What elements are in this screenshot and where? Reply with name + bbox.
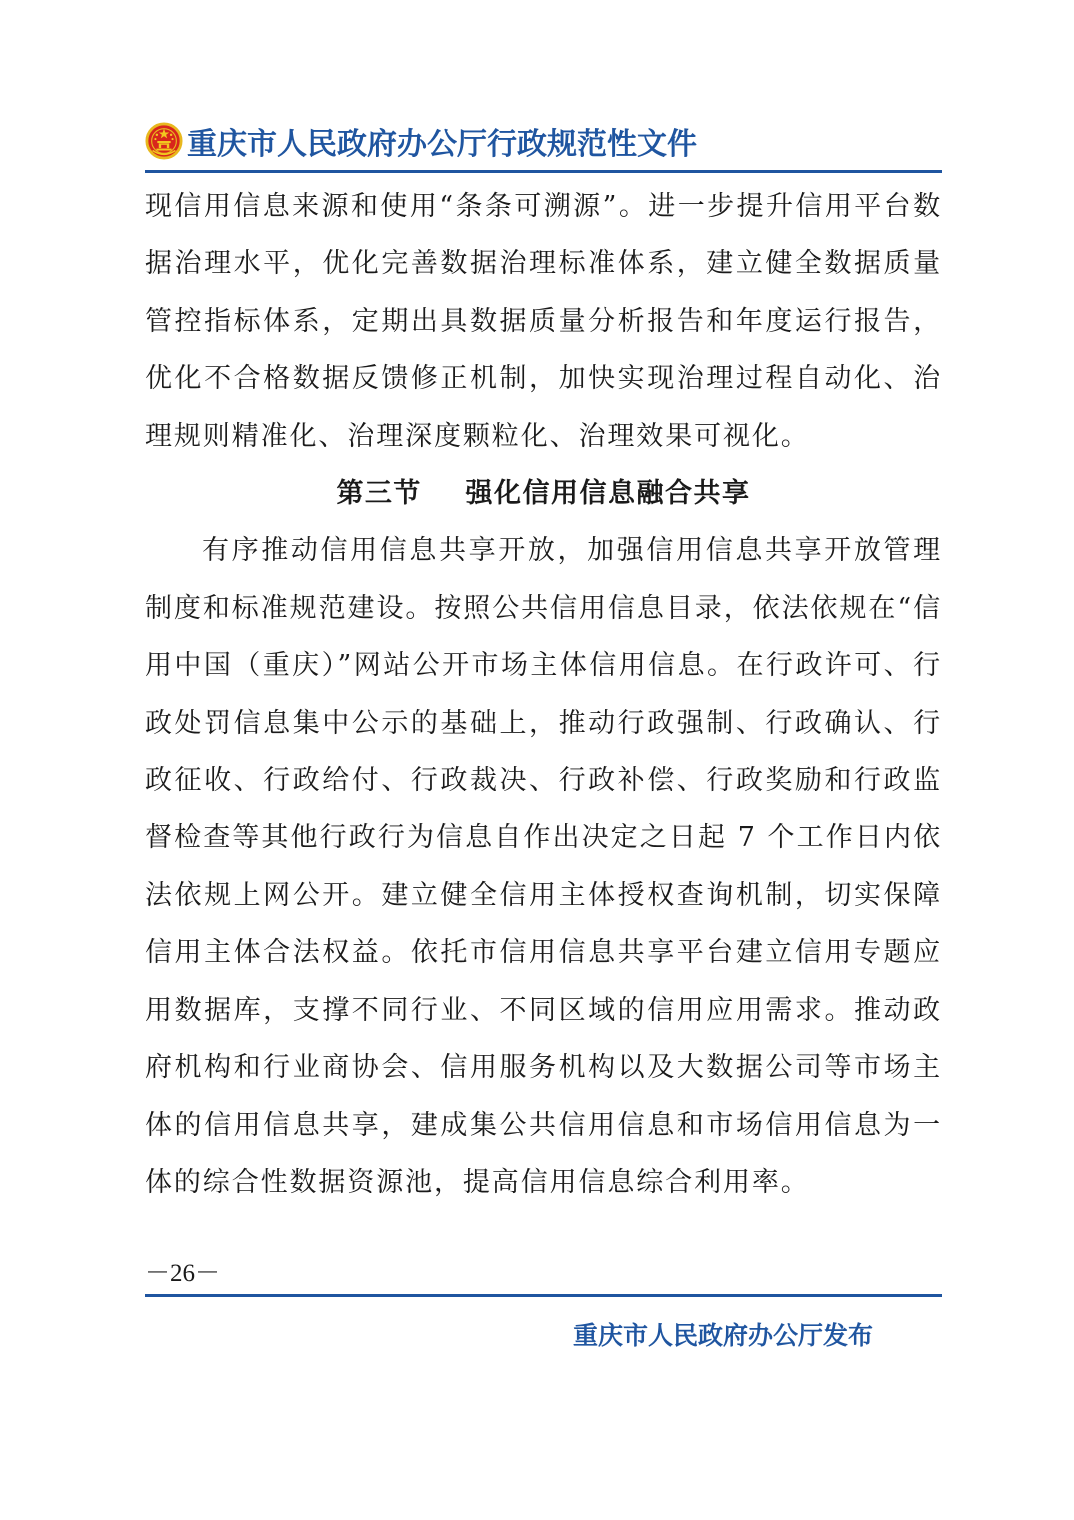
footer-divider — [145, 1294, 942, 1297]
document-body — [145, 178, 942, 1211]
body-paragraph: 有序推动信用信息共享开放，加强信用信息共享开放管理制度和标准规范建设。按照公共信用信息目录，依法依规在“信用中国（重庆）”网站公开市场主体信用信息。在行政许可、行政处罚信息集中公示的基础上，推动行政强制、行政确认、行政征收、行政给付、行政裁决、行政补偿、行政奖励和行政监督检查等其他行政行为信息自作出决定之日起 7 个工作日内依法依规上网公开。建立健全信用主体授权查询机制，切实保障信用主体合法权益。依托市信用信息共享平台建立信用专题应用数据库，支撑不同行业、不同区域的信用应用需求。推动政府机构和行业商协会、信用服务机构以及大数据公司等市场主体的信用信息共享，建成集公共信用信息和市场信用信息为一体的综合性数据资源池，提高信用信息综合利用率。 — [145, 535, 942, 1198]
document-header — [145, 118, 945, 164]
header-title: 重庆市人民政府办公厅行政规范性文件 — [187, 127, 697, 162]
page-number: －26－ — [145, 1260, 221, 1287]
header-divider — [145, 170, 942, 173]
section-heading: 第三节 强化信用信息融合共享 — [336, 478, 751, 510]
body-paragraph: 现信用信息来源和使用“条条可溯源”。进一步提升信用平台数据治理水平，优化完善数据治理标准体系，建立健全数据质量管控指标体系，定期出具数据质量分析报告和年度运行报告，优化不合格数据反馈修正机制，加快实现治理过程自动化、治理规则精准化、治理深度颗粒化、治理效果可视化。 — [145, 191, 942, 452]
footer-publisher: 重庆市人民政府办公厅发布 — [573, 1321, 874, 1350]
national-emblem-icon — [145, 122, 183, 160]
